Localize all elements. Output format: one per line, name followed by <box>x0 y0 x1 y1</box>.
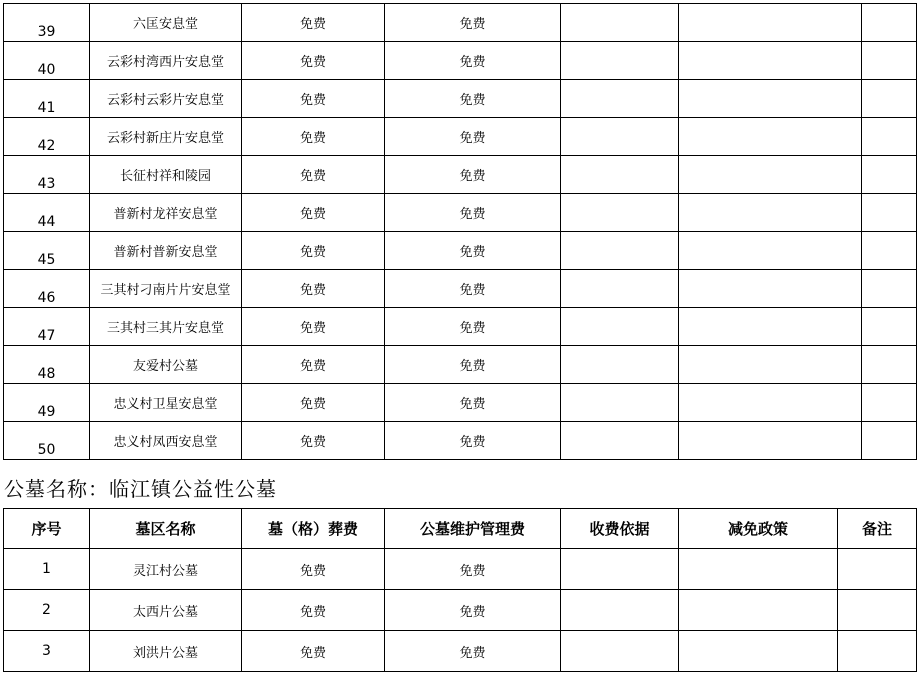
fee-basis-cell <box>561 631 679 672</box>
area-name-cell: 灵江村公墓 <box>90 549 242 590</box>
maintenance-fee-cell: 免费 <box>385 4 561 42</box>
maintenance-fee-cell: 免费 <box>385 590 561 631</box>
maintenance-fee-cell: 免费 <box>385 232 561 270</box>
fee-basis-cell <box>561 156 679 194</box>
remarks-cell <box>862 42 917 80</box>
burial-fee-cell: 免费 <box>242 232 385 270</box>
serial-number-cell: 41 <box>4 80 90 118</box>
fee-basis-cell <box>561 308 679 346</box>
cemetery-table-continued <box>3 3 917 460</box>
area-name-cell: 六匡安息堂 <box>90 4 242 42</box>
area-name-cell: 刘洪片公墓 <box>90 631 242 672</box>
fee-basis-cell <box>561 590 679 631</box>
table-row <box>4 590 917 631</box>
fee-basis-cell <box>561 80 679 118</box>
serial-number-cell: 44 <box>4 194 90 232</box>
burial-fee-cell: 免费 <box>242 590 385 631</box>
area-name-cell: 友爱村公墓 <box>90 346 242 384</box>
burial-fee-cell: 免费 <box>242 270 385 308</box>
exemption-policy-cell <box>679 194 862 232</box>
serial-number-cell: 39 <box>4 4 90 42</box>
remarks-cell <box>862 384 917 422</box>
remarks-cell <box>838 590 917 631</box>
serial-number-cell: 3 <box>4 631 90 672</box>
remarks-cell <box>838 631 917 672</box>
header-exemption-policy: 减免政策 <box>679 509 838 549</box>
fee-basis-cell <box>561 232 679 270</box>
remarks-cell <box>862 80 917 118</box>
table-row <box>4 194 917 232</box>
exemption-policy-cell <box>679 4 862 42</box>
table-row <box>4 232 917 270</box>
linjiang-cemetery-table <box>3 508 917 672</box>
maintenance-fee-cell: 免费 <box>385 118 561 156</box>
area-name-cell: 三其村三其片安息堂 <box>90 308 242 346</box>
area-name-cell: 云彩村新庄片安息堂 <box>90 118 242 156</box>
burial-fee-cell: 免费 <box>242 346 385 384</box>
serial-number-cell: 42 <box>4 118 90 156</box>
remarks-cell <box>862 118 917 156</box>
remarks-cell <box>862 308 917 346</box>
exemption-policy-cell <box>679 118 862 156</box>
burial-fee-cell: 免费 <box>242 156 385 194</box>
exemption-policy-cell <box>679 631 838 672</box>
remarks-cell <box>862 194 917 232</box>
exemption-policy-cell <box>679 422 862 460</box>
header-serial-number: 序号 <box>4 509 90 549</box>
serial-number-cell: 43 <box>4 156 90 194</box>
table-row <box>4 549 917 590</box>
serial-number-cell: 40 <box>4 42 90 80</box>
maintenance-fee-cell: 免费 <box>385 346 561 384</box>
exemption-policy-cell <box>679 308 862 346</box>
fee-basis-cell <box>561 422 679 460</box>
table-row <box>4 118 917 156</box>
area-name-cell: 忠义村凤西安息堂 <box>90 422 242 460</box>
area-name-cell: 云彩村湾西片安息堂 <box>90 42 242 80</box>
serial-number-cell: 48 <box>4 346 90 384</box>
header-fee-basis: 收费依据 <box>561 509 679 549</box>
area-name-cell: 三其村刁南片片安息堂 <box>90 270 242 308</box>
table-row <box>4 631 917 672</box>
header-remarks: 备注 <box>838 509 917 549</box>
table-row <box>4 156 917 194</box>
burial-fee-cell: 免费 <box>242 118 385 156</box>
maintenance-fee-cell: 免费 <box>385 156 561 194</box>
table-row <box>4 270 917 308</box>
area-name-cell: 普新村龙祥安息堂 <box>90 194 242 232</box>
table-row <box>4 42 917 80</box>
remarks-cell <box>838 549 917 590</box>
remarks-cell <box>862 270 917 308</box>
serial-number-cell: 50 <box>4 422 90 460</box>
header-maintenance-fee: 公墓维护管理费 <box>385 509 561 549</box>
maintenance-fee-cell: 免费 <box>385 549 561 590</box>
burial-fee-cell: 免费 <box>242 549 385 590</box>
exemption-policy-cell <box>679 384 862 422</box>
remarks-cell <box>862 346 917 384</box>
exemption-policy-cell <box>679 346 862 384</box>
exemption-policy-cell <box>679 549 838 590</box>
header-area-name: 墓区名称 <box>90 509 242 549</box>
table-header-row <box>4 509 917 549</box>
fee-basis-cell <box>561 270 679 308</box>
header-burial-fee: 墓（格）葬费 <box>242 509 385 549</box>
exemption-policy-cell <box>679 232 862 270</box>
remarks-cell <box>862 4 917 42</box>
serial-number-cell: 2 <box>4 590 90 631</box>
table-row <box>4 308 917 346</box>
burial-fee-cell: 免费 <box>242 631 385 672</box>
exemption-policy-cell <box>679 42 862 80</box>
maintenance-fee-cell: 免费 <box>385 80 561 118</box>
table-row <box>4 4 917 42</box>
exemption-policy-cell <box>679 590 838 631</box>
area-name-cell: 云彩村云彩片安息堂 <box>90 80 242 118</box>
exemption-policy-cell <box>679 80 862 118</box>
remarks-cell <box>862 422 917 460</box>
fee-basis-cell <box>561 346 679 384</box>
table-row <box>4 80 917 118</box>
serial-number-cell: 46 <box>4 270 90 308</box>
table-row <box>4 422 917 460</box>
table-row <box>4 346 917 384</box>
maintenance-fee-cell: 免费 <box>385 384 561 422</box>
area-name-cell: 普新村普新安息堂 <box>90 232 242 270</box>
maintenance-fee-cell: 免费 <box>385 42 561 80</box>
serial-number-cell: 45 <box>4 232 90 270</box>
serial-number-cell: 1 <box>4 549 90 590</box>
burial-fee-cell: 免费 <box>242 4 385 42</box>
table-row <box>4 384 917 422</box>
maintenance-fee-cell: 免费 <box>385 194 561 232</box>
fee-basis-cell <box>561 384 679 422</box>
burial-fee-cell: 免费 <box>242 42 385 80</box>
burial-fee-cell: 免费 <box>242 194 385 232</box>
section-title: 公墓名称：临江镇公益性公墓 <box>4 477 277 501</box>
area-name-cell: 太西片公墓 <box>90 590 242 631</box>
area-name-cell: 长征村祥和陵园 <box>90 156 242 194</box>
maintenance-fee-cell: 免费 <box>385 422 561 460</box>
burial-fee-cell: 免费 <box>242 422 385 460</box>
fee-basis-cell <box>561 42 679 80</box>
serial-number-cell: 47 <box>4 308 90 346</box>
maintenance-fee-cell: 免费 <box>385 270 561 308</box>
burial-fee-cell: 免费 <box>242 384 385 422</box>
exemption-policy-cell <box>679 156 862 194</box>
exemption-policy-cell <box>679 270 862 308</box>
maintenance-fee-cell: 免费 <box>385 631 561 672</box>
remarks-cell <box>862 156 917 194</box>
fee-basis-cell <box>561 4 679 42</box>
maintenance-fee-cell: 免费 <box>385 308 561 346</box>
remarks-cell <box>862 232 917 270</box>
fee-basis-cell <box>561 194 679 232</box>
serial-number-cell: 49 <box>4 384 90 422</box>
area-name-cell: 忠义村卫星安息堂 <box>90 384 242 422</box>
burial-fee-cell: 免费 <box>242 80 385 118</box>
fee-basis-cell <box>561 118 679 156</box>
burial-fee-cell: 免费 <box>242 308 385 346</box>
fee-basis-cell <box>561 549 679 590</box>
